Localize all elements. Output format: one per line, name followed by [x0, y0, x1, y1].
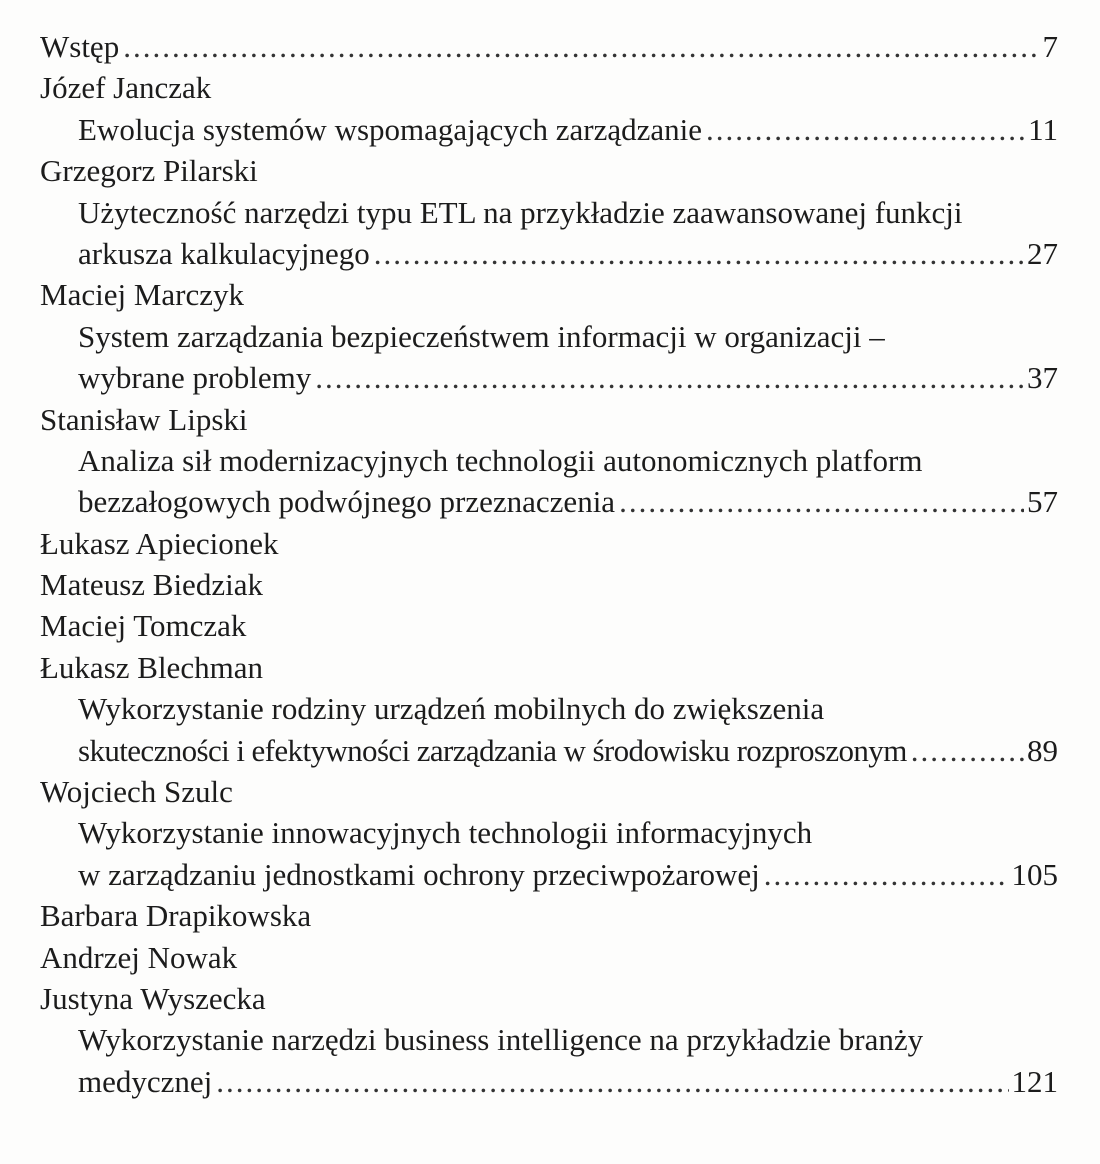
dot-leader [619, 481, 1024, 522]
toc-author: Mateusz Biedziak [40, 567, 263, 603]
toc-title-line: Wykorzystanie narzędzi business intelligence na przykładzie branży [78, 1022, 924, 1058]
toc-page-number: 57 [1027, 484, 1058, 520]
toc-title-line: System zarządzania bezpieczeństwem informacji w organizacji – [78, 318, 885, 354]
toc-title-line-last [40, 481, 1058, 522]
toc-title-line-last [40, 730, 1058, 771]
toc-title-line-last [40, 233, 1058, 274]
toc-page-number: 7 [1042, 29, 1058, 64]
toc-title-text: bezzałogowych podwójnego przeznaczenia [78, 484, 616, 520]
toc-page-number: 105 [1011, 856, 1058, 892]
toc-author: Stanisław Lipski [40, 401, 248, 437]
toc-author: Wojciech Szulc [40, 774, 233, 810]
toc-page-number: 11 [1028, 111, 1058, 147]
toc-intro-label: Wstęp [40, 29, 120, 64]
toc-title-text: Ewolucja systemów wspomagających zarządzanie [78, 111, 703, 147]
toc-title-line-last [40, 1061, 1058, 1102]
toc-page-number: 121 [1011, 1063, 1058, 1099]
dot-leader [315, 357, 1024, 398]
toc-author: Barbara Drapikowska [40, 898, 312, 934]
dot-leader [374, 233, 1024, 274]
dot-leader [706, 109, 1025, 150]
toc-author: Maciej Marczyk [40, 277, 244, 313]
toc-title-line: Wykorzystanie rodziny urządzeń mobilnych do zwiększenia [78, 691, 825, 727]
toc-page-number: 27 [1027, 235, 1058, 271]
toc-title-line-last [40, 109, 1058, 150]
dot-leader [911, 730, 1024, 771]
toc-title-text: w zarządzaniu jednostkami ochrony przeciwpożarowej [78, 856, 760, 892]
table-of-contents [40, 26, 1058, 1102]
toc-title-text: skuteczności i efektywności zarządzania w środowisku rozproszonym [78, 732, 907, 768]
toc-title-line-last [40, 357, 1058, 398]
toc-title-line: Analiza sił modernizacyjnych technologii autonomicznych platform [78, 442, 923, 478]
toc-author: Justyna Wyszecka [40, 980, 266, 1016]
toc-page-number: 89 [1027, 732, 1058, 768]
dot-leader [123, 26, 1039, 67]
toc-author: Józef Janczak [40, 70, 212, 106]
toc-title-line: Użyteczność narzędzi typu ETL na przykładzie zaawansowanej funkcji [78, 194, 963, 230]
toc-author: Maciej Tomczak [40, 608, 247, 644]
toc-author: Łukasz Apiecionek [40, 525, 279, 561]
toc-author: Łukasz Blechman [40, 649, 263, 685]
toc-title-line-last [40, 854, 1058, 895]
toc-page-number: 37 [1027, 360, 1058, 396]
toc-entry-intro [40, 26, 1058, 67]
toc-author: Grzegorz Pilarski [40, 153, 258, 189]
toc-title-line: Wykorzystanie innowacyjnych technologii informacyjnych [78, 815, 813, 851]
toc-title-text: wybrane problemy [78, 360, 312, 396]
toc-title-text: medycznej [78, 1063, 213, 1099]
toc-title-text: arkusza kalkulacyjnego [78, 235, 370, 271]
dot-leader [764, 854, 1009, 895]
dot-leader [216, 1061, 1008, 1102]
toc-author: Andrzej Nowak [40, 939, 238, 975]
